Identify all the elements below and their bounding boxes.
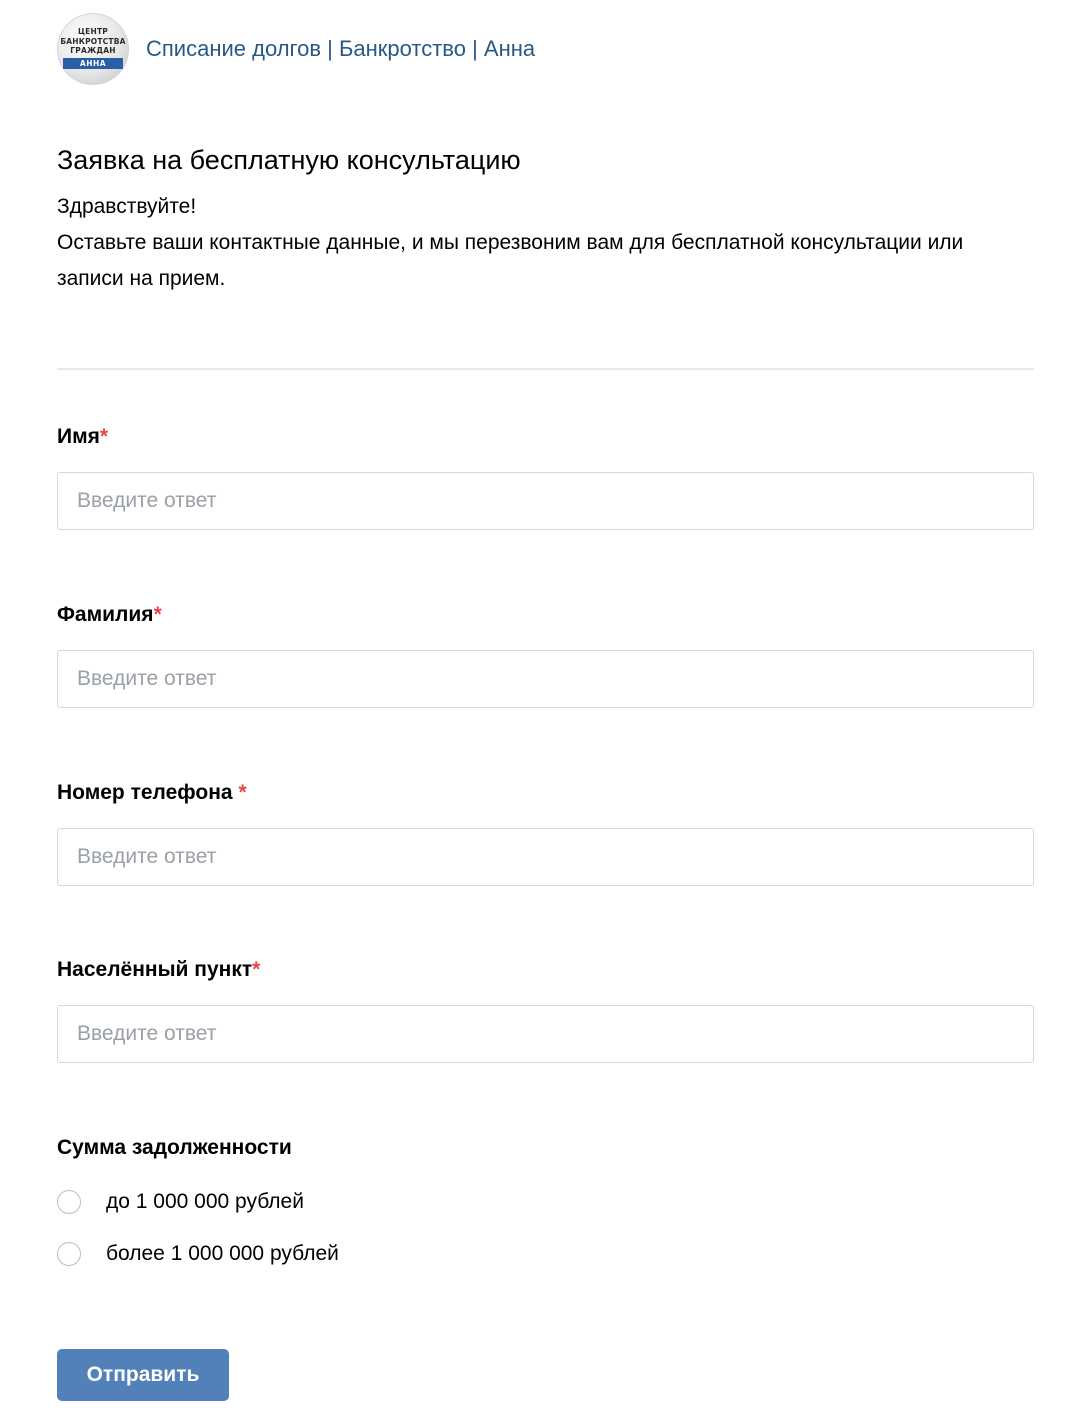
logo-line-3: ГРАЖДАН — [70, 46, 116, 55]
city-input[interactable] — [57, 1005, 1034, 1063]
form-greeting: Здравствуйте! — [57, 195, 197, 218]
first-name-label-text: Имя — [57, 425, 100, 448]
logo-text — [57, 27, 129, 56]
city-label-text: Населённый пункт — [57, 958, 253, 981]
phone-label-text: Номер телефона — [57, 781, 239, 804]
last-name-label — [57, 603, 162, 627]
community-logo[interactable] — [57, 13, 129, 85]
city-label — [57, 958, 260, 982]
community-header — [57, 13, 535, 85]
debt-amount-label: Сумма задолженности — [57, 1136, 292, 1159]
last-name-input[interactable] — [57, 650, 1034, 708]
logo-line-2: БАНКРОТСТВА — [60, 36, 126, 46]
community-title-link[interactable]: Списание долгов | Банкротство | Анна — [146, 36, 536, 61]
form-description — [57, 189, 1017, 297]
radio-button[interactable] — [57, 1190, 81, 1214]
radio-button[interactable] — [57, 1242, 81, 1266]
debt-option-label[interactable]: до 1 000 000 рублей — [106, 1190, 304, 1213]
debt-option-label[interactable]: более 1 000 000 рублей — [106, 1242, 339, 1265]
phone-label — [57, 781, 247, 805]
submit-button[interactable]: Отправить — [57, 1349, 229, 1401]
debt-option-under-1m[interactable] — [57, 1187, 304, 1217]
logo-band: АННА — [63, 58, 123, 69]
required-mark: * — [99, 425, 109, 448]
form-title: Заявка на бесплатную консультацию — [57, 145, 521, 175]
required-mark: * — [153, 603, 162, 626]
first-name-label — [57, 425, 108, 449]
form-description-text: Оставьте ваши контактные данные, и мы перезвоним вам для бесплатной консультации или записи на прием. — [57, 231, 964, 290]
divider — [57, 368, 1034, 370]
first-name-input[interactable] — [57, 472, 1034, 530]
required-mark: * — [252, 958, 261, 981]
required-mark: * — [238, 781, 247, 804]
debt-option-over-1m[interactable] — [57, 1239, 339, 1269]
logo-line-1: ЦЕНТР — [78, 27, 108, 36]
last-name-label-text: Фамилия — [57, 603, 154, 626]
phone-input[interactable] — [57, 828, 1034, 886]
